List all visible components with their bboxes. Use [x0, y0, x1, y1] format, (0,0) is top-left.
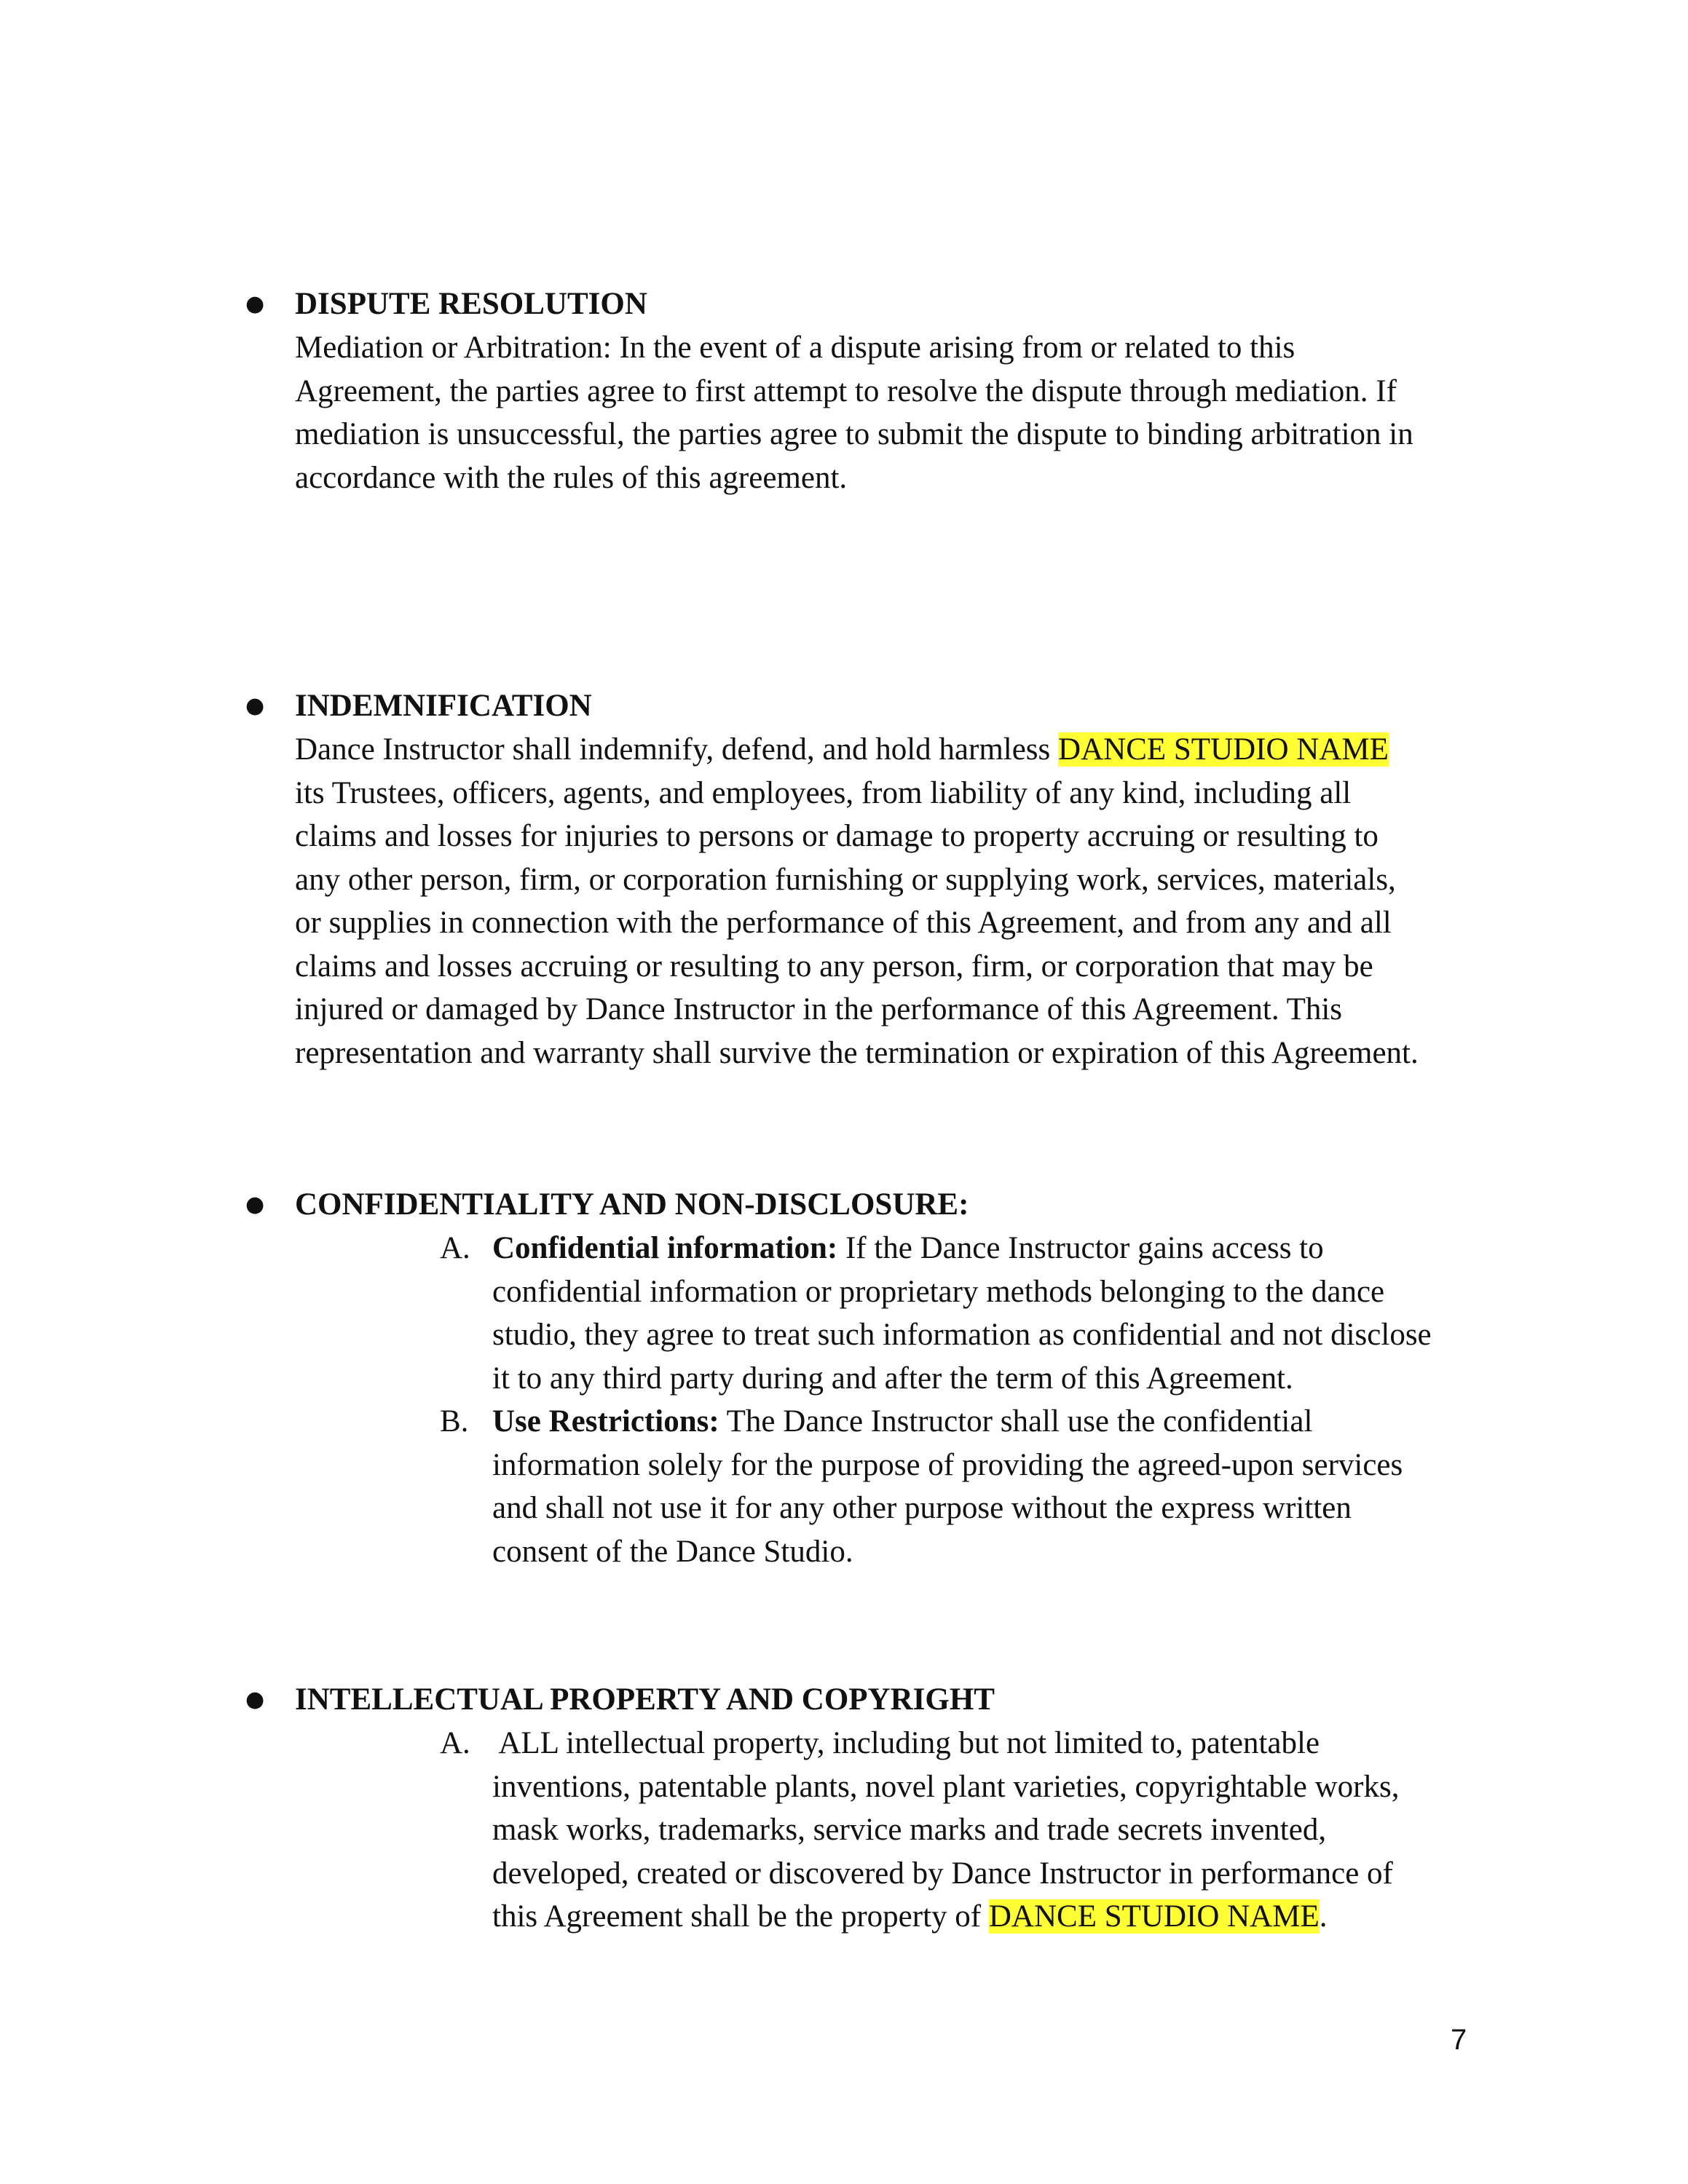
body-line: studio, they agree to treat such information as confidential and not disclose	[492, 1318, 1432, 1352]
list-marker: B.	[440, 1404, 469, 1439]
section-heading: INTELLECTUAL PROPERTY AND COPYRIGHT	[295, 1682, 995, 1717]
body-line: accordance with the rules of this agreement.	[295, 460, 848, 495]
body-line: developed, created or discovered by Dance Instructor in performance of	[492, 1856, 1393, 1891]
body-text: If the Dance Instructor gains access to	[837, 1231, 1324, 1265]
body-line	[295, 728, 1496, 772]
body-text: this Agreement shall be the property of	[492, 1899, 989, 1934]
body-line: it to any third party during and after the term of this Agreement.	[492, 1361, 1293, 1396]
body-line	[492, 1400, 1497, 1444]
body-text: The Dance Instructor shall use the confidential	[719, 1404, 1313, 1439]
bullet-icon: ●	[245, 1687, 265, 1712]
body-line: mask works, trademarks, service marks and trade secrets invented,	[492, 1813, 1327, 1847]
list-marker: A.	[440, 1231, 470, 1265]
bullet-icon: ●	[245, 291, 265, 317]
body-line	[492, 1895, 1497, 1939]
body-line: confidential information or proprietary methods belonging to the dance	[492, 1274, 1385, 1309]
section-body	[295, 728, 1496, 1075]
body-line: representation and warranty shall survive the termination or expiration of this Agreement.	[295, 1035, 1419, 1070]
body-line: its Trustees, officers, agents, and employees, from liability of any kind, including all	[295, 775, 1352, 810]
section-heading: INDEMNIFICATION	[295, 689, 592, 723]
body-line: mediation is unsuccessful, the parties agree to submit the dispute to binding arbitration in	[295, 417, 1413, 451]
body-line: consent of the Dance Studio.	[492, 1534, 853, 1569]
body-line: and shall not use it for any other purpose without the express written	[492, 1491, 1352, 1525]
body-line	[492, 1227, 1497, 1270]
body-line: information solely for the purpose of providing the agreed-upon services	[492, 1447, 1403, 1482]
body-text: Dance Instructor shall indemnify, defend, and hold harmless	[295, 732, 1059, 767]
highlighted-placeholder: DANCE STUDIO NAME	[1058, 732, 1389, 767]
highlighted-placeholder: DANCE STUDIO NAME	[988, 1899, 1320, 1934]
list-item-ip-ownership	[492, 1722, 1497, 1939]
item-title: Confidential information:	[492, 1231, 838, 1265]
section-body	[295, 326, 1496, 499]
bullet-icon: ●	[245, 693, 265, 719]
body-line: injured or damaged by Dance Instructor in the performance of this Agreement. This	[295, 992, 1343, 1026]
bullet-icon: ●	[245, 1192, 265, 1217]
body-line: any other person, firm, or corporation furnishing or supplying work, services, materials,	[295, 862, 1396, 897]
body-line: inventions, patentable plants, novel plant varieties, copyrightable works,	[492, 1769, 1400, 1804]
item-title: Use Restrictions:	[492, 1404, 719, 1439]
section-heading: DISPUTE RESOLUTION	[295, 287, 647, 321]
body-line: Mediation or Arbitration: In the event of a dispute arising from or related to this	[295, 331, 1295, 365]
list-item-confidential-information	[492, 1227, 1497, 1400]
body-line: or supplies in connection with the performance of this Agreement, and from any and all	[295, 906, 1392, 940]
body-line: claims and losses for injuries to persons or damage to property accruing or resulting to	[295, 819, 1379, 853]
body-line: ALL intellectual property, including but not limited to, patentable	[492, 1726, 1320, 1760]
page-number: 7	[1451, 2024, 1467, 2056]
body-text: .	[1319, 1899, 1328, 1934]
body-line: Agreement, the parties agree to first attempt to resolve the dispute through mediation. If	[295, 373, 1397, 408]
list-item-use-restrictions	[492, 1400, 1497, 1573]
list-marker: A.	[440, 1726, 470, 1760]
body-line: claims and losses accruing or resulting to any person, firm, or corporation that may be	[295, 949, 1373, 984]
section-heading: CONFIDENTIALITY AND NON-DISCLOSURE:	[295, 1187, 969, 1222]
